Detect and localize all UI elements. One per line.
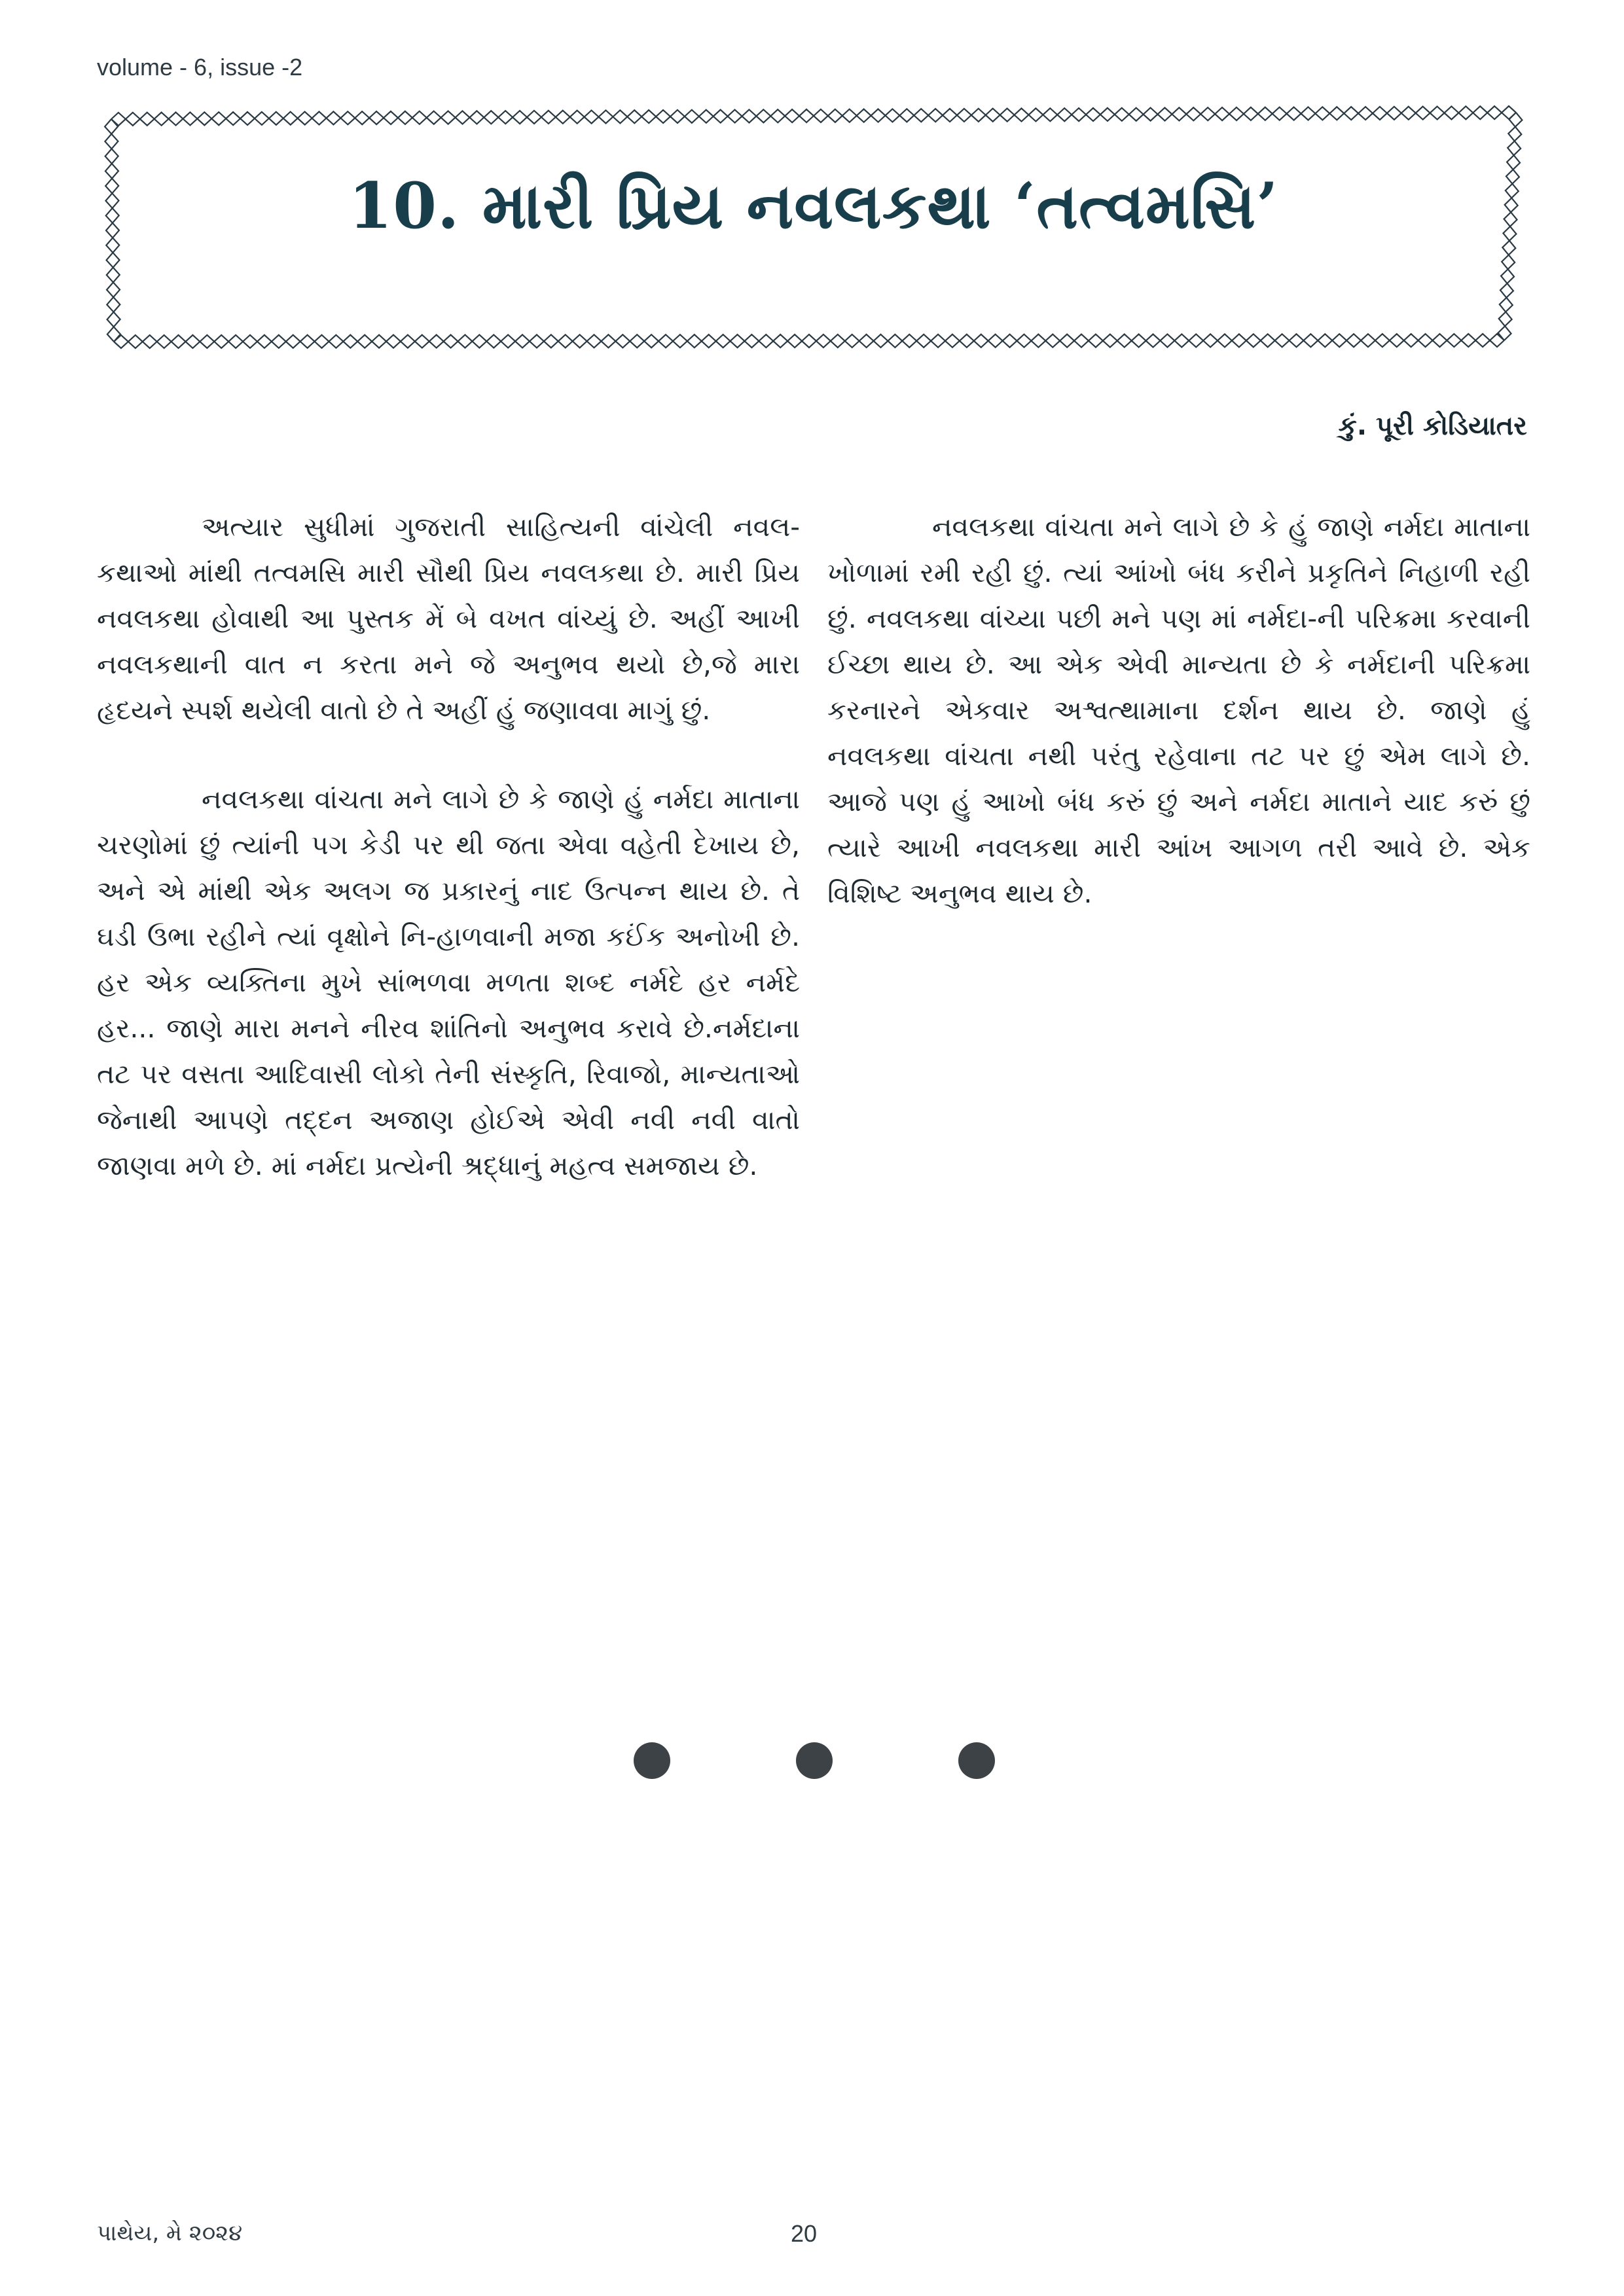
- section-end-dots: [634, 1742, 1000, 1782]
- right-column: [827, 504, 1530, 960]
- separator-dot: [796, 1742, 833, 1779]
- article-title: 10. મારી પ્રિય નવલકથા ‘તત્વમસિ’: [348, 169, 1279, 243]
- separator-dot: [958, 1742, 995, 1779]
- left-paragraph-2: નવલકથા વાંચતા મને લાગે છે કે જાણે હું નર્મદા માતાના ચરણોમાં છું ત્યાંની પગ કેડી પર થી જતા એવા વહેતી દેખાય છે, અને એ માંથી એક અલગ જ પ્રકારનું નાદ ઉત્પન્ન થાય છે. તે ઘડી ઉભા રહીને ત્યાં વૃક્ષોને નિ-હાળવાની મજા કઈંક અનોખી છે. હર એક વ્યક્તિના મુખે સાંભળવા મળતા શબ્દ નર્મદે હર નર્મદે હર... જાણે મારા મનને નીરવ શાંતિનો અનુભવ કરાવે છે.નર્મદાના તટ પર વસતા આદિવાસી લોકો તેની સંસ્કૃતિ, રિવાજો, માન્યતાઓ જેનાથી આપણે તદ્દન અજાણ હોઈએ એવી નવી નવી વાતો જાણવા મળે છે. માં નર્મદા પ્રત્યેની શ્રદ્ધાનું મહત્વ સમજાય છે.: [97, 783, 800, 1181]
- left-paragraph-1: અત્યાર સુધીમાં ગુજરાતી સાહિત્યની વાંચેલી નવલ-કથાઓ માંથી તત્વમસિ મારી સૌથી પ્રિય નવલકથા છે. મારી પ્રિય નવલકથા હોવાથી આ પુસ્તક મેં બે વખત વાંચ્યું છે. અહીં આખી નવલકથાની વાત ન કરતા મને જે અનુભવ થયો છે,જે મારા હૃદયને સ્પર્શ થયેલી વાતો છે તે અહીં હું જણાવવા માગું છું.: [97, 511, 800, 726]
- article-author: કું. પૂરી કોડિયાતર: [1338, 411, 1527, 441]
- title-frame: [99, 103, 1528, 352]
- border-zigzag: [114, 340, 1504, 348]
- right-paragraph-1: નવલકથા વાંચતા મને લાગે છે કે હું જાણે નર્મદા માતાના ખોળામાં રમી રહી છું. ત્યાં આંખો બંધ કરીને પ્રકૃતિને નિહાળી રહી છું. નવલકથા વાંચ્યા પછી મને પણ માં નર્મદા-ની પરિક્રમા કરવાની ઈચ્છા થાય છે. આ એક એવી માન્યતા છે કે નર્મદાની પરિક્રમા કરનારને એકવાર અશ્વત્થામાના દર્શન થાય છે. જાણે હું નવલકથા વાંચતા નથી પરંતુ રહેવાના તટ પર છું એમ લાગે છે. આજે પણ હું આખો બંધ કરું છું અને નર્મદા માતાને યાદ કરું છું ત્યારે આખી નવલકથા મારી આંખ આગળ તરી આવે છે. એક વિશિષ્ટ અનુભવ થાય છે.: [827, 511, 1530, 909]
- separator-dot: [634, 1742, 670, 1779]
- volume-issue-label: volume - 6, issue -2: [97, 54, 303, 81]
- page-number: 20: [791, 2220, 818, 2247]
- border-zigzag: [114, 334, 1504, 342]
- left-column: [97, 504, 800, 1232]
- footer-publication: પાથેય, મે ૨૦૨૪: [97, 2220, 243, 2246]
